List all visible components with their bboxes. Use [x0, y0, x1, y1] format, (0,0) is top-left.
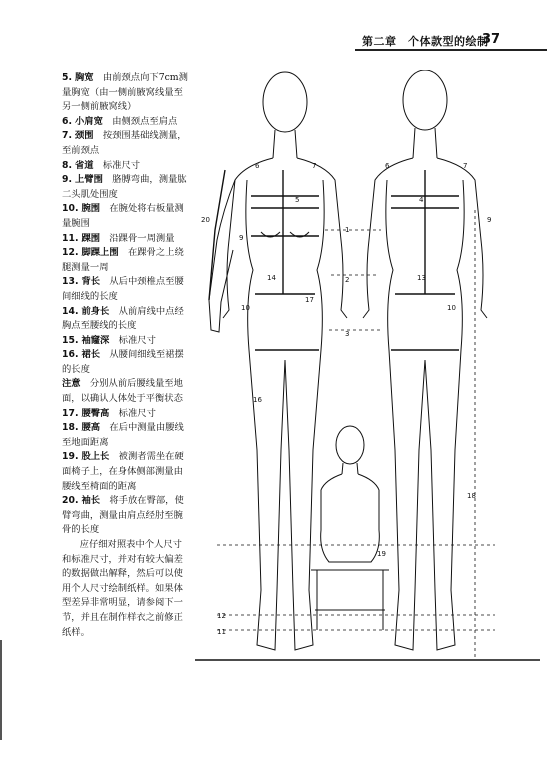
measurement-item: 20. 袖长 将手放在臀部，使臂弯曲，测量由肩点经肘至腕骨的长度	[62, 495, 184, 536]
label-20: 20	[201, 216, 210, 224]
closing-paragraph: 应仔细对照表中个人尺寸和标准尺寸，并对有较大偏差的数据做出解释，然后可以使用个人尺寸绘制纸样。如果体型差异非常明显，请参阅下一节，并且在制作样衣之前修正纸样。	[62, 539, 183, 638]
dashed-guides	[217, 210, 495, 660]
measurement-item: 15. 袖窿深 标准尺寸	[62, 334, 156, 346]
note-paragraph: 注意 分别从前后腰线量至地面，以确认人体处于平衡状态	[62, 378, 183, 405]
measurement-item: 13. 背长 从后中颈椎点至腰间细线的长度	[62, 276, 184, 302]
seated-figure	[311, 426, 389, 630]
label-10-back: 10	[447, 304, 456, 312]
back-figure	[363, 70, 487, 650]
measurement-item: 8. 省道 标准尺寸	[62, 159, 141, 171]
label-18: 18	[467, 492, 476, 500]
page-number: 37	[482, 32, 501, 47]
label-12: 12	[217, 612, 226, 620]
label-3: 3	[345, 330, 350, 338]
label-4: 4	[419, 196, 424, 204]
label-6-front: 6	[255, 162, 260, 170]
measurement-item: 9. 上臂围 胳膊弯曲，测量肱二头肌处围度	[62, 174, 187, 200]
label-10-front: 10	[241, 304, 250, 312]
label-11: 11	[217, 628, 226, 636]
label-6-back: 6	[385, 162, 390, 170]
measurement-item: 17. 腰臀高 标准尺寸	[62, 407, 156, 419]
label-17: 17	[305, 296, 314, 304]
body-measurement-figure	[195, 70, 540, 670]
label-16: 16	[253, 396, 262, 404]
measurement-item: 5. 胸宽 由前颈点向下7cm测量胸宽（由一侧前腋窝线量至另一侧前腋窝线）	[62, 72, 188, 113]
label-5: 5	[295, 196, 300, 204]
measurement-item: 12. 脚踝上围 在踝骨之上绕腿测量一周	[62, 247, 184, 273]
measurement-item: 18. 腰高 在后中测量由腰线至地面距离	[62, 422, 184, 448]
label-7-back: 7	[463, 162, 468, 170]
page-header	[0, 0, 547, 52]
chapter-title: 第二章 个体款型的绘制	[362, 35, 489, 48]
measurement-item: 10. 腕围 在腕处将右板量测量腕围	[62, 203, 184, 229]
measurement-item: 19. 股上长 被测者需坐在硬面椅子上，在身体侧部测量由腰线至椅面的距离	[62, 451, 184, 492]
label-1: 1	[345, 226, 350, 234]
page-edge-rule	[0, 640, 2, 740]
measurement-item: 11. 踝围 沿踝骨一周测量	[62, 232, 175, 244]
label-13: 13	[417, 274, 426, 282]
measurement-item: 7. 颈围 按颈围基础线测量，至前颈点	[62, 130, 187, 156]
measurement-item: 6. 小肩宽 由侧颈点至肩点	[62, 115, 178, 127]
label-9-back: 9	[487, 216, 492, 224]
label-2: 2	[345, 276, 350, 284]
measurement-text-column	[62, 71, 190, 640]
measurement-item: 14. 前身长 从前肩线中点经胸点至腰线的长度	[62, 305, 184, 332]
label-14: 14	[267, 274, 276, 282]
label-9-front: 9	[239, 234, 244, 242]
header-rule	[355, 49, 547, 51]
label-19: 19	[377, 550, 386, 558]
front-figure	[209, 72, 350, 650]
figure-svg	[195, 70, 540, 670]
label-7-front: 7	[312, 162, 317, 170]
measurement-item: 16. 裙长 从腰间细线至裙摆的长度	[62, 349, 184, 375]
figure-labels	[201, 162, 491, 636]
